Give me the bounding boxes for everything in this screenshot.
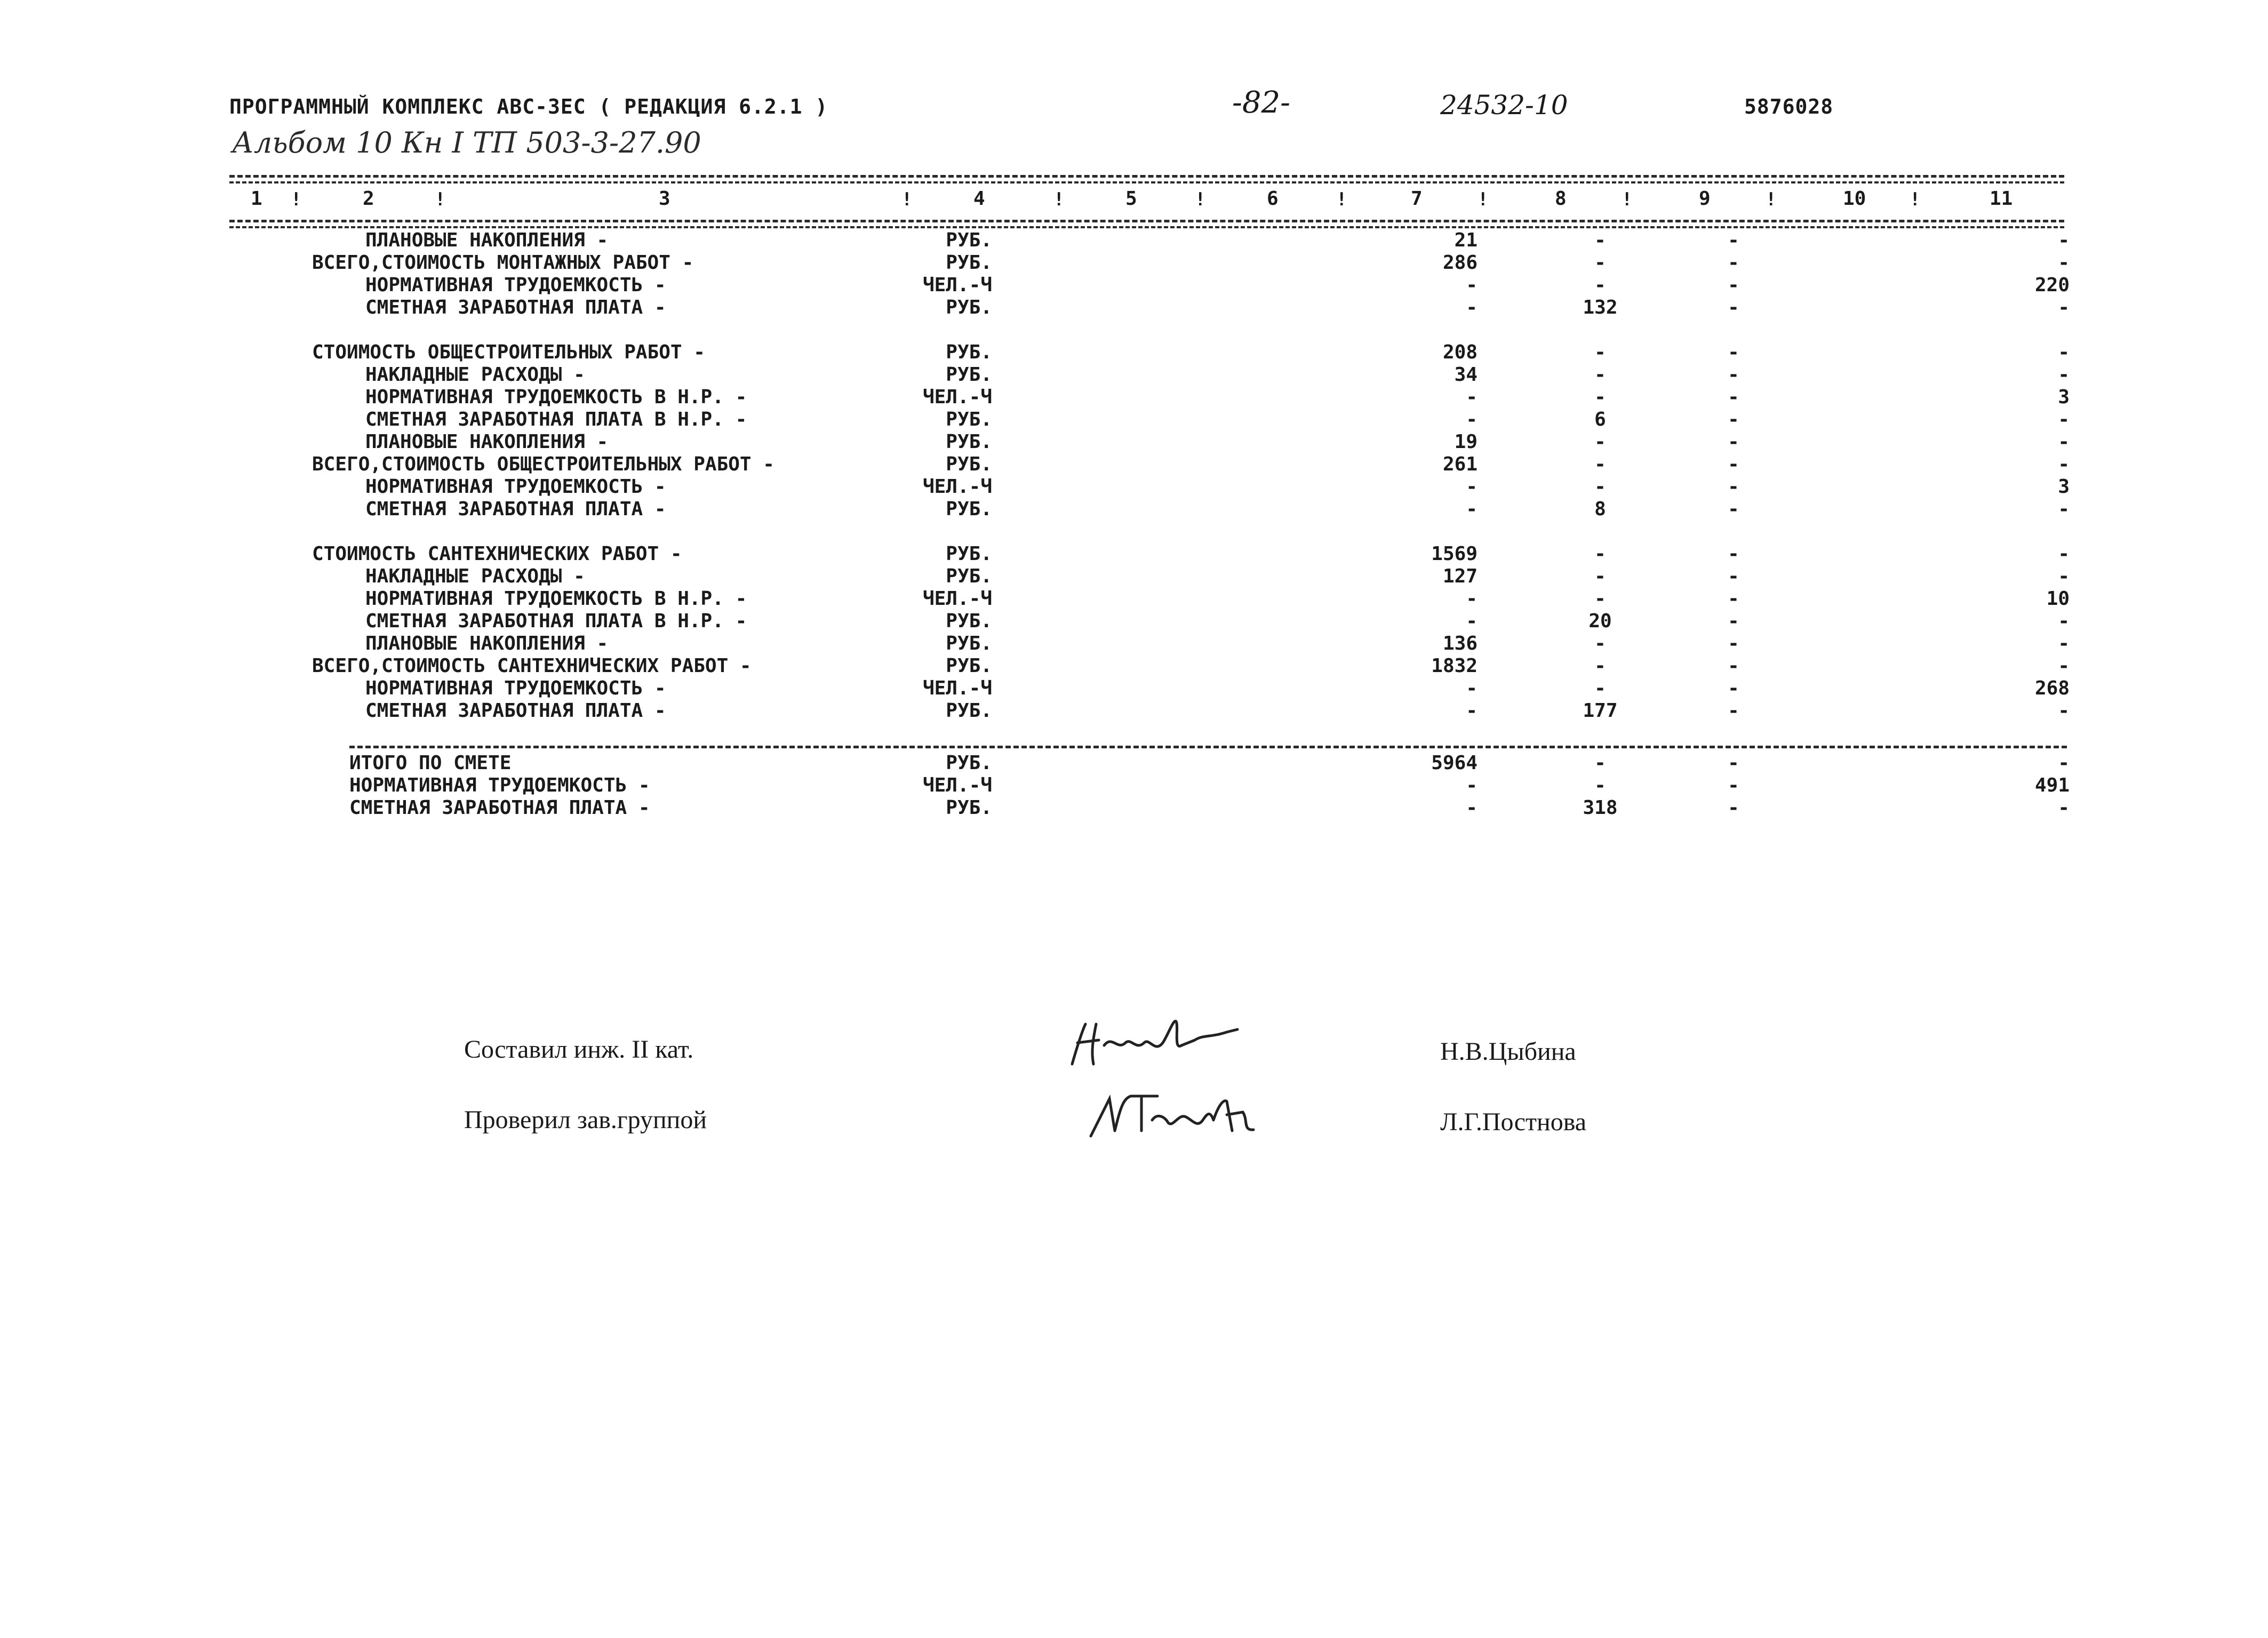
row-value-col11: - [2058, 752, 2070, 774]
row-value-col9: - [1728, 341, 1739, 363]
row-value-col7: - [1466, 797, 1478, 819]
row-value-col7: 136 [1442, 633, 1478, 654]
row-value-col11: - [2058, 633, 2070, 654]
row-value-col11: - [2058, 610, 2070, 632]
row-label: ПЛАНОВЫЕ НАКОПЛЕНИЯ - [365, 633, 609, 654]
table-row [0, 677, 2268, 700]
checked-label: Проверил зав.группой [464, 1106, 707, 1134]
table-row [0, 588, 2268, 610]
row-value-col8: - [1594, 633, 1606, 654]
row-label: СМЕТНАЯ ЗАРАБОТНАЯ ПЛАТА - [365, 700, 666, 722]
row-value-col9: - [1728, 453, 1739, 475]
row-label: СТОИМОСТЬ САНТЕХНИЧЕСКИХ РАБОТ - [312, 543, 682, 565]
program-header: ПРОГРАММНЫЙ КОМПЛЕКС АВС-ЗЕС ( РЕДАКЦИЯ 6.2.1 ) [229, 95, 828, 118]
row-unit: РУБ. [946, 364, 992, 386]
table-row [0, 341, 2268, 364]
row-value-col8: - [1594, 431, 1606, 453]
row-unit: РУБ. [946, 797, 992, 819]
row-value-col8: - [1594, 341, 1606, 363]
row-value-col8: - [1594, 543, 1606, 565]
row-value-col7: - [1466, 498, 1478, 520]
row-label: ВСЕГО,СТОИМОСТЬ МОНТАЖНЫХ РАБОТ - [312, 252, 694, 274]
row-value-col8: 6 [1594, 409, 1606, 430]
page-number: -82- [1232, 85, 1291, 120]
row-value-col9: - [1728, 677, 1739, 699]
row-value-col8: - [1594, 752, 1606, 774]
row-value-col9: - [1728, 431, 1739, 453]
column-separator: ! [1195, 189, 1206, 210]
row-unit: РУБ. [946, 543, 992, 565]
row-unit: РУБ. [946, 610, 992, 632]
doc-id: 5876028 [1744, 95, 1834, 118]
column-number: 1 [251, 188, 262, 210]
row-unit: РУБ. [946, 341, 992, 363]
row-value-col11: - [2058, 655, 2070, 677]
row-value-col8: - [1594, 364, 1606, 386]
row-value-col11: - [2058, 229, 2070, 251]
row-unit: РУБ. [946, 297, 992, 318]
row-unit: РУБ. [946, 700, 992, 722]
column-number: 5 [1125, 188, 1137, 210]
table-header-rule-2 [229, 226, 2064, 228]
table-row [0, 252, 2268, 274]
table-row [0, 700, 2268, 722]
row-label: ПЛАНОВЫЕ НАКОПЛЕНИЯ - [365, 431, 609, 453]
row-value-col9: - [1728, 633, 1739, 654]
row-unit: ЧЕЛ.-Ч [922, 588, 992, 610]
compiled-label: Составил инж. II кат. [464, 1035, 694, 1064]
row-value-col9: - [1728, 610, 1739, 632]
column-number: 10 [1843, 188, 1866, 210]
column-separator: ! [901, 189, 913, 210]
row-label: НОРМАТИВНАЯ ТРУДОЕМКОСТЬ В Н.Р. - [365, 588, 747, 610]
column-separator: ! [1336, 189, 1347, 210]
row-label: СТОИМОСТЬ ОБЩЕСТРОИТЕЛЬНЫХ РАБОТ - [312, 341, 705, 363]
row-unit: РУБ. [946, 252, 992, 274]
row-label: НОРМАТИВНАЯ ТРУДОЕМКОСТЬ - [365, 274, 666, 296]
column-separator: ! [1766, 189, 1777, 210]
row-value-col9: - [1728, 543, 1739, 565]
row-value-col8: - [1594, 476, 1606, 498]
row-value-col8: - [1594, 274, 1606, 296]
table-top-rule [229, 175, 2064, 178]
row-label: ИТОГО ПО СМЕТЕ [349, 752, 512, 774]
row-label: СМЕТНАЯ ЗАРАБОТНАЯ ПЛАТА - [349, 797, 650, 819]
row-unit: РУБ. [946, 498, 992, 520]
table-row [0, 774, 2268, 797]
table-row [0, 229, 2268, 252]
column-number: 2 [363, 188, 374, 210]
row-value-col11: - [2058, 252, 2070, 274]
compiled-name: Н.В.Цыбина [1440, 1037, 1576, 1066]
row-value-col11: - [2058, 431, 2070, 453]
column-number: 8 [1555, 188, 1567, 210]
row-value-col7: - [1466, 588, 1478, 610]
table-row [0, 386, 2268, 409]
column-number: 6 [1267, 188, 1279, 210]
row-value-col11: - [2058, 498, 2070, 520]
row-value-col9: - [1728, 252, 1739, 274]
row-value-col8: - [1594, 565, 1606, 587]
table-row [0, 543, 2268, 565]
column-number: 4 [973, 188, 985, 210]
row-label: НОРМАТИВНАЯ ТРУДОЕМКОСТЬ - [365, 677, 666, 699]
row-value-col11: 3 [2058, 476, 2070, 498]
row-value-col7: - [1466, 297, 1478, 318]
row-label: НОРМАТИВНАЯ ТРУДОЕМКОСТЬ В Н.Р. - [365, 386, 747, 408]
row-label: СМЕТНАЯ ЗАРАБОТНАЯ ПЛАТА - [365, 297, 666, 318]
table-row [0, 274, 2268, 297]
row-unit: ЧЕЛ.-Ч [922, 476, 992, 498]
row-value-col8: - [1594, 677, 1606, 699]
row-value-col8: - [1594, 386, 1606, 408]
table-header-rule [229, 220, 2064, 222]
row-value-col11: - [2058, 565, 2070, 587]
row-value-col8: 318 [1583, 797, 1618, 819]
row-value-col11: 3 [2058, 386, 2070, 408]
table-row [0, 364, 2268, 386]
row-value-col8: 20 [1588, 610, 1612, 632]
row-value-col7: 19 [1454, 431, 1478, 453]
row-value-col11: - [2058, 341, 2070, 363]
row-value-col11: - [2058, 364, 2070, 386]
column-number: 11 [1990, 188, 2013, 210]
signature-checked [1083, 1083, 1259, 1147]
row-value-col9: - [1728, 297, 1739, 318]
row-value-col9: - [1728, 386, 1739, 408]
row-value-col7: 127 [1442, 565, 1478, 587]
row-value-col8: - [1594, 252, 1606, 274]
row-value-col9: - [1728, 797, 1739, 819]
row-label: НОРМАТИВНАЯ ТРУДОЕМКОСТЬ - [365, 476, 666, 498]
row-value-col8: - [1594, 229, 1606, 251]
totals-rule [349, 746, 2067, 748]
row-value-col8: 177 [1583, 700, 1618, 722]
column-separator: ! [435, 189, 446, 210]
table-row [0, 431, 2268, 453]
row-value-col7: - [1466, 610, 1478, 632]
row-value-col11: 220 [2034, 274, 2070, 296]
row-unit: РУБ. [946, 655, 992, 677]
column-separator: ! [1478, 189, 1489, 210]
row-value-col9: - [1728, 364, 1739, 386]
row-value-col9: - [1728, 229, 1739, 251]
row-value-col11: 491 [2034, 774, 2070, 796]
row-unit: РУБ. [946, 431, 992, 453]
column-number-row [0, 188, 2268, 214]
row-unit: ЧЕЛ.-Ч [922, 774, 992, 796]
row-label: СМЕТНАЯ ЗАРАБОТНАЯ ПЛАТА В Н.Р. - [365, 409, 747, 430]
table-row [0, 610, 2268, 633]
column-separator: ! [1622, 189, 1633, 210]
row-value-col8: - [1594, 453, 1606, 475]
table-row [0, 409, 2268, 431]
table-row [0, 633, 2268, 655]
row-value-col7: - [1466, 677, 1478, 699]
row-value-col7: - [1466, 476, 1478, 498]
column-separator: ! [1910, 189, 1921, 210]
row-value-col9: - [1728, 565, 1739, 587]
row-value-col8: - [1594, 655, 1606, 677]
table-row [0, 453, 2268, 476]
row-value-col7: - [1466, 274, 1478, 296]
row-value-col7: 21 [1454, 229, 1478, 251]
row-value-col9: - [1728, 274, 1739, 296]
row-value-col9: - [1728, 700, 1739, 722]
row-value-col11: - [2058, 297, 2070, 318]
row-value-col11: 10 [2046, 588, 2070, 610]
row-unit: ЧЕЛ.-Ч [922, 386, 992, 408]
row-value-col7: 286 [1442, 252, 1478, 274]
row-label: ПЛАНОВЫЕ НАКОПЛЕНИЯ - [365, 229, 609, 251]
row-value-col7: 1832 [1431, 655, 1478, 677]
row-value-col8: 132 [1583, 297, 1618, 318]
row-value-col8: 8 [1594, 498, 1606, 520]
table-row [0, 297, 2268, 319]
column-number: 9 [1699, 188, 1711, 210]
row-label: НАКЛАДНЫЕ РАСХОДЫ - [365, 565, 585, 587]
row-value-col7: 261 [1442, 453, 1478, 475]
column-separator: ! [291, 189, 302, 210]
row-label: НАКЛАДНЫЕ РАСХОДЫ - [365, 364, 585, 386]
row-label: ВСЕГО,СТОИМОСТЬ САНТЕХНИЧЕСКИХ РАБОТ - [312, 655, 752, 677]
row-value-col9: - [1728, 588, 1739, 610]
row-value-col9: - [1728, 774, 1739, 796]
row-value-col7: - [1466, 409, 1478, 430]
row-value-col11: - [2058, 543, 2070, 565]
row-value-col7: - [1466, 700, 1478, 722]
table-row [0, 752, 2268, 774]
row-value-col7: 208 [1442, 341, 1478, 363]
row-label: ВСЕГО,СТОИМОСТЬ ОБЩЕСТРОИТЕЛЬНЫХ РАБОТ - [312, 453, 774, 475]
table-row [0, 565, 2268, 588]
album-note: Альбом 10 Кн I ТП 503-3-27.90 [232, 126, 701, 159]
row-value-col9: - [1728, 655, 1739, 677]
row-value-col11: - [2058, 700, 2070, 722]
row-unit: РУБ. [946, 409, 992, 430]
row-unit: РУБ. [946, 453, 992, 475]
row-value-col11: 268 [2034, 677, 2070, 699]
row-value-col11: - [2058, 797, 2070, 819]
row-unit: РУБ. [946, 565, 992, 587]
table-row [0, 655, 2268, 677]
row-unit: РУБ. [946, 752, 992, 774]
row-unit: РУБ. [946, 229, 992, 251]
column-separator: ! [1053, 189, 1065, 210]
signature-compiled [1067, 1013, 1243, 1077]
doc-code: 24532-10 [1440, 90, 1568, 121]
row-label: СМЕТНАЯ ЗАРАБОТНАЯ ПЛАТА В Н.Р. - [365, 610, 747, 632]
checked-name: Л.Г.Постнова [1440, 1108, 1587, 1136]
row-value-col7: 1569 [1431, 543, 1478, 565]
row-value-col7: 34 [1454, 364, 1478, 386]
row-value-col9: - [1728, 498, 1739, 520]
row-value-col7: - [1466, 774, 1478, 796]
table-row [0, 476, 2268, 498]
table-row [0, 498, 2268, 521]
row-value-col7: - [1466, 386, 1478, 408]
column-number: 7 [1411, 188, 1423, 210]
row-value-col9: - [1728, 752, 1739, 774]
row-label: НОРМАТИВНАЯ ТРУДОЕМКОСТЬ - [349, 774, 650, 796]
column-number: 3 [659, 188, 670, 210]
row-label: СМЕТНАЯ ЗАРАБОТНАЯ ПЛАТА - [365, 498, 666, 520]
row-value-col11: - [2058, 453, 2070, 475]
row-unit: РУБ. [946, 633, 992, 654]
row-value-col9: - [1728, 476, 1739, 498]
row-value-col9: - [1728, 409, 1739, 430]
row-value-col11: - [2058, 409, 2070, 430]
row-unit: ЧЕЛ.-Ч [922, 274, 992, 296]
table-top-rule-2 [229, 181, 2064, 183]
row-value-col8: - [1594, 588, 1606, 610]
row-value-col8: - [1594, 774, 1606, 796]
row-value-col7: 5964 [1431, 752, 1478, 774]
row-unit: ЧЕЛ.-Ч [922, 677, 992, 699]
table-row [0, 797, 2268, 819]
